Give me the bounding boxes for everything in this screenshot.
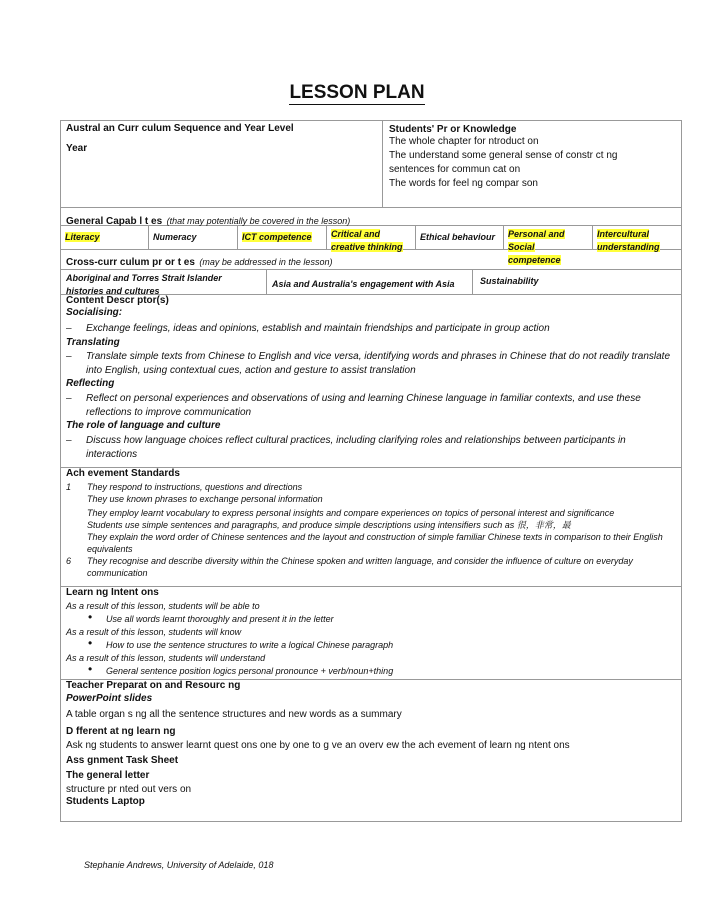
achievement-standards bbox=[61, 468, 681, 587]
cross-curriculum-row bbox=[61, 270, 681, 295]
year-label: Year bbox=[66, 143, 88, 154]
prior-knowledge-item: The words for feel ng compar son bbox=[389, 178, 538, 189]
achievement-label: Ach evement Standards bbox=[66, 468, 180, 479]
curriculum-row bbox=[61, 121, 681, 208]
content-text: – Exchange feelings, ideas and opinions, establish and maintain friendships and participate in group action bbox=[66, 323, 550, 334]
curriculum-label: Austral an Curr culum Sequence and Year Level bbox=[66, 123, 294, 134]
achievement-line: Students use simple sentences and paragraphs, and produce simple descriptions using intensifiers such as 很，非常，最 bbox=[87, 520, 571, 530]
capability-item: Personal and Social competence bbox=[504, 226, 593, 249]
learning-intentions bbox=[61, 587, 681, 680]
intention-lead: As a result of this lesson, students will know bbox=[66, 627, 242, 637]
content-heading: Socialising: bbox=[66, 307, 123, 318]
teacher-preparation bbox=[61, 680, 681, 821]
diff-text: Ask ng students to answer learnt quest ons one by one to g ve an overv ew the ach evement of learn ng ntent ons bbox=[66, 740, 570, 751]
achievement-line: 6 They recognise and describe diversity within the Chinese spoken and written language, and consider the influence of culture on everyday communication bbox=[66, 556, 633, 578]
footer: Stephanie Andrews, University of Adelaide, 018 bbox=[84, 860, 274, 870]
capabilities-note: (that may potentially be covered in the lesson) bbox=[166, 216, 351, 226]
lesson-plan-table bbox=[60, 120, 682, 822]
cross-curriculum-note: (may be addressed in the lesson) bbox=[199, 257, 333, 267]
capability-item: Critical and creative thinking bbox=[327, 226, 416, 249]
capability-item: Numeracy bbox=[149, 226, 238, 249]
content-heading: Translating bbox=[66, 337, 120, 348]
page-title: LESSON PLAN bbox=[289, 82, 425, 103]
intention-item: • General sentence position logics personal pronounce + verb/noun+thing bbox=[66, 665, 676, 678]
task-label: Ass gnment Task Sheet bbox=[66, 755, 179, 766]
capability-item: Ethical behaviour bbox=[416, 226, 504, 249]
cross-curriculum-item: Aboriginal and Torres Strait Islander histories and cultures bbox=[61, 270, 267, 294]
prior-knowledge-item: The whole chapter for ntroduct on bbox=[389, 136, 539, 147]
intention-lead: As a result of this lesson, students will understand bbox=[66, 653, 266, 663]
prior-knowledge-label: Students' Pr or Knowledge bbox=[389, 124, 517, 135]
capabilities-header bbox=[61, 208, 681, 226]
diff-label: D fferent at ng learn ng bbox=[66, 726, 176, 737]
capability-item: Intercultural understanding bbox=[597, 229, 660, 252]
content-descriptors bbox=[61, 295, 681, 468]
content-text: – Reflect on personal experiences and observations of using and learning Chinese language in familiar contexts, and use these reflections to improve communication bbox=[66, 393, 641, 418]
cross-curriculum-header bbox=[61, 250, 681, 270]
capabilities-label: General Capab l t es bbox=[66, 216, 163, 227]
cross-curriculum-item: Sustainability bbox=[480, 276, 539, 286]
content-heading: The role of language and culture bbox=[66, 420, 221, 431]
content-label: Content Descr ptor(s) bbox=[66, 295, 169, 306]
achievement-line: They use known phrases to exchange personal information bbox=[87, 494, 323, 504]
curriculum-cell bbox=[61, 121, 383, 207]
letter-label: The general letter bbox=[66, 770, 150, 781]
intentions-label: Learn ng Intent ons bbox=[66, 587, 159, 598]
laptop-label: Students Laptop bbox=[66, 796, 145, 807]
letter-text: structure pr nted out vers on bbox=[66, 784, 192, 795]
content-heading: Reflecting bbox=[66, 378, 115, 389]
intention-item: • Use all words learnt thoroughly and present it in the letter bbox=[66, 613, 676, 626]
cross-curriculum-item: Asia and Australia's engagement with Asia bbox=[267, 270, 473, 294]
resources-label: Teacher Preparat on and Resourc ng bbox=[66, 680, 241, 691]
capability-item: ICT competence bbox=[238, 226, 327, 249]
intention-item: • How to use the sentence structures to write a logical Chinese paragraph bbox=[66, 639, 676, 652]
achievement-line: They explain the word order of Chinese sentences and the layout and construction of simple familiar Chinese texts in comparison to their English equivalents bbox=[87, 532, 663, 554]
achievement-line: They employ learnt vocabulary to express personal insights and compare experiences on topics of personal interest and significance bbox=[87, 508, 615, 518]
intention-lead: As a result of this lesson, students will be able to bbox=[66, 601, 260, 611]
cross-curriculum-label: Cross-curr culum pr or t es bbox=[66, 257, 195, 268]
prior-knowledge-cell bbox=[383, 121, 681, 207]
ppt-label: PowerPoint slides bbox=[66, 693, 153, 704]
content-text: – Translate simple texts from Chinese to English and vice versa, identifying words and phrases in Chinese that do not readily translate into English, using contextual cues, action and gesture to assist translation bbox=[66, 351, 671, 376]
achievement-line: 1 They respond to instructions, questions and directions bbox=[66, 482, 303, 492]
ppt-text: A table organ s ng all the sentence structures and new words as a summary bbox=[66, 709, 402, 720]
content-text: – Discuss how language choices reflect cultural practices, including clarifying roles and relationships between participants in interactions bbox=[66, 435, 626, 460]
capability-item: Literacy bbox=[61, 226, 149, 249]
prior-knowledge-item: The understand some general sense of constr ct ng sentences for commun cat on bbox=[389, 150, 618, 175]
